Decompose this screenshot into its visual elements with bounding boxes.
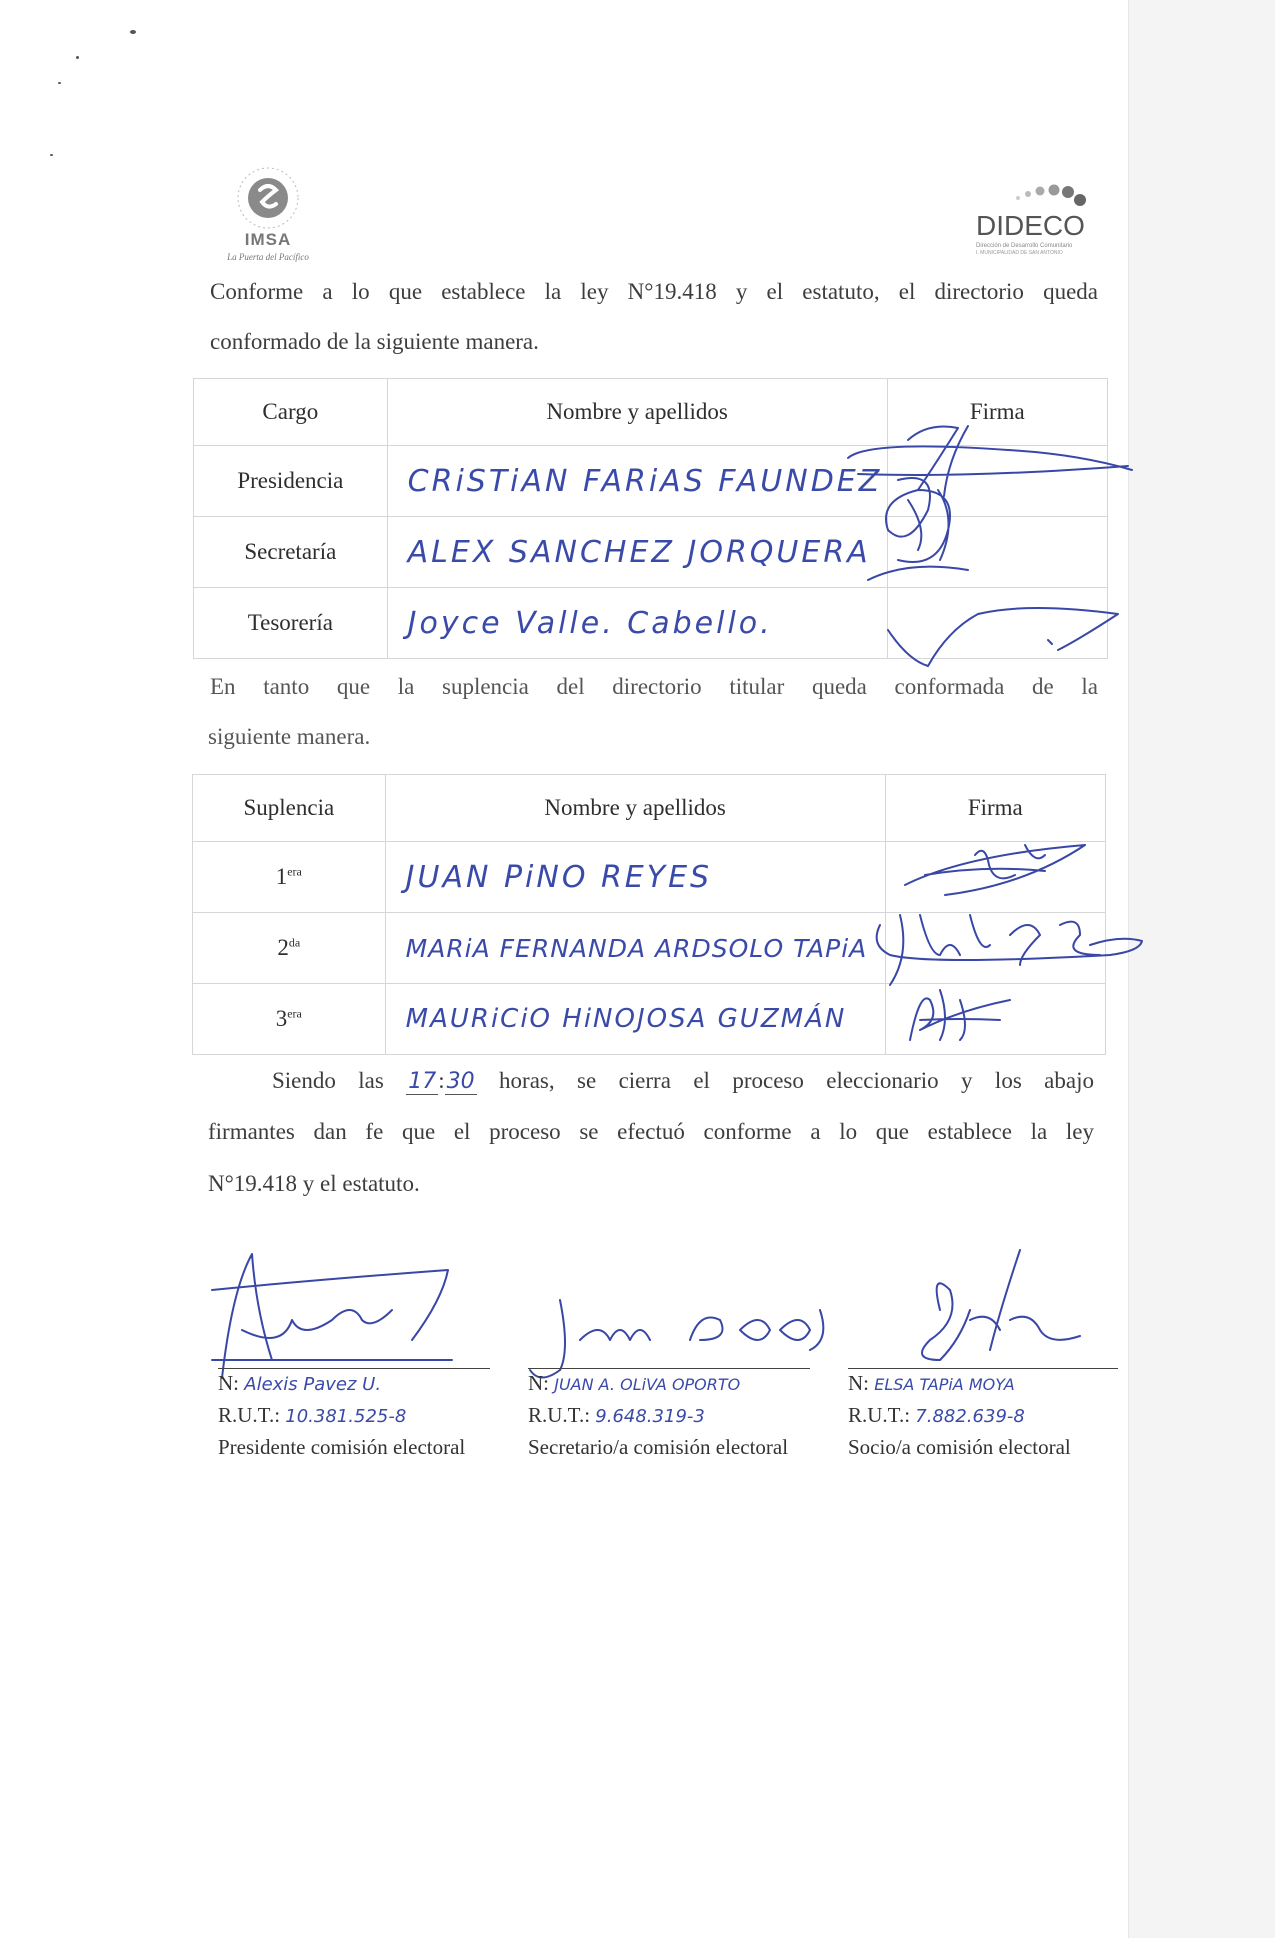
suplencia-number <box>193 842 386 913</box>
suplencia-number <box>193 913 386 984</box>
signature-socio-comision <box>910 1250 1090 1370</box>
header-suplencia: Suplencia <box>193 775 386 842</box>
signer-name: ELSA TAPiA MOYA <box>874 1375 1015 1394</box>
signer-secretario <box>528 1368 788 1462</box>
closing-line-1: Siendo las 17:30 horas, se cierra el proceso eleccionario y los abajo <box>272 1068 1094 1094</box>
signature-line <box>218 1368 490 1369</box>
dideco-dots-icon <box>968 180 1098 210</box>
signer-rut: 10.381.525-8 <box>285 1406 407 1427</box>
imsa-logo-tagline: La Puerta del Pacífico <box>227 252 309 262</box>
closing-line-2: firmantes dan fe que el proceso se efectuó conforme a lo que establece la ley <box>208 1119 1094 1144</box>
middle-line-2: siguiente manera. <box>208 724 371 749</box>
ordinal-number: 2 <box>277 935 289 960</box>
rut-label: R.U.T.: <box>218 1403 281 1427</box>
signer-role: Socio/a comisión electoral <box>848 1435 1071 1459</box>
handwritten-name: ALEX SANCHEZ JORQUERA <box>387 517 887 588</box>
ordinal-suffix: era <box>287 864 302 879</box>
page-edge <box>1128 0 1275 1938</box>
signer-role: Secretario/a comisión electoral <box>528 1435 789 1459</box>
closing-minutes: 30 <box>446 1069 475 1094</box>
dideco-logo <box>968 180 1098 256</box>
closing-hour: 17 <box>408 1069 437 1094</box>
table-header-row <box>193 775 1106 842</box>
signer-rut: 9.648.319-3 <box>595 1406 705 1427</box>
suplencia-number <box>193 984 386 1055</box>
signature-suplente-3 <box>900 980 1020 1050</box>
signer-rut: 7.882.639-8 <box>915 1406 1025 1427</box>
imsa-logo-text: IMSA <box>244 230 292 249</box>
header-nombre: Nombre y apellidos <box>385 775 885 842</box>
scan-speck <box>58 82 61 84</box>
rut-label: R.U.T.: <box>528 1403 591 1427</box>
intro-line-2: conformado de la siguiente manera. <box>210 329 539 354</box>
signature-presidente-comision <box>212 1250 462 1380</box>
ordinal-suffix: era <box>287 1006 302 1021</box>
name-label: N: <box>848 1371 869 1395</box>
handwritten-name: CRiSTiAN FARiAS FAUNDEZ <box>387 446 887 517</box>
scan-speck <box>76 56 79 59</box>
signature-tesoreria <box>888 600 1128 670</box>
name-label: N: <box>528 1371 549 1395</box>
signer-rut-row <box>848 1400 1071 1432</box>
signer-name: JUAN A. OLiVA OPORTO <box>554 1375 741 1394</box>
rut-label: R.U.T.: <box>848 1403 911 1427</box>
handwritten-name: MARiA FERNANDA ARDSOLO TAPiA <box>385 913 885 984</box>
header-cargo: Cargo <box>194 379 388 446</box>
signer-role: Presidente comisión electoral <box>218 1435 466 1459</box>
cargo-cell: Presidencia <box>194 446 388 517</box>
scan-speck <box>130 30 136 34</box>
signer-name-row <box>218 1368 465 1400</box>
closing-line-3: N°19.418 y el estatuto. <box>208 1171 420 1196</box>
imsa-emblem-icon <box>208 160 328 230</box>
header-nombre: Nombre y apellidos <box>387 379 887 446</box>
signer-name: Alexis Pavez U. <box>244 1374 382 1395</box>
cargo-cell: Secretaría <box>194 517 388 588</box>
imsa-logo <box>208 160 328 266</box>
name-label: N: <box>218 1371 239 1395</box>
ordinal-suffix: da <box>288 935 301 950</box>
handwritten-name: MAURiCiO HiNOJOSA GUZMÁN <box>385 984 885 1055</box>
closing-paragraph-end <box>208 1158 1094 1209</box>
signer-presidente <box>218 1368 465 1462</box>
signer-rut-row <box>528 1400 788 1432</box>
signer-name-row <box>848 1368 1071 1400</box>
middle-paragraph-cont <box>208 711 1096 762</box>
intro-paragraph-cont <box>210 316 1098 367</box>
dideco-logo-text: DIDECO <box>976 210 1085 241</box>
ordinal-number: 3 <box>275 1006 288 1031</box>
signer-socio <box>848 1368 1071 1462</box>
closing-line-1-rest: horas, se cierra el proceso eleccionario y los abajo <box>499 1068 1094 1093</box>
middle-line-1: En tanto que la suplencia del directorio titular queda conformada de la <box>210 674 1098 699</box>
signature-line <box>528 1368 810 1369</box>
ordinal-number: 1 <box>275 864 288 889</box>
signer-name-row <box>528 1368 788 1400</box>
dideco-logo-subtitle: Dirección de Desarrollo Comunitario <box>976 243 1073 249</box>
signature-line <box>848 1368 1118 1369</box>
signature-suplente-2 <box>870 895 1150 985</box>
signer-rut-row <box>218 1400 465 1432</box>
middle-paragraph <box>210 661 1098 712</box>
closing-paragraph-cont <box>208 1106 1094 1157</box>
signature-secretaria <box>868 470 1008 580</box>
closing-prefix: Siendo las <box>272 1068 384 1093</box>
cargo-cell: Tesorería <box>194 588 388 659</box>
closing-paragraph <box>272 1055 1094 1107</box>
handwritten-name: Joyce Valle. Cabello. <box>387 588 887 659</box>
intro-paragraph <box>210 266 1098 317</box>
intro-line-1: Conforme a lo que establece la ley N°19.418 y el estatuto, el directorio queda <box>210 279 1098 304</box>
handwritten-name: JUAN PiNO REYES <box>385 842 885 913</box>
header-firma: Firma <box>887 379 1107 446</box>
dideco-logo-municipality: I. MUNICIPALIDAD DE SAN ANTONIO <box>976 250 1063 256</box>
scan-speck <box>50 154 53 156</box>
header-firma: Firma <box>885 775 1105 842</box>
